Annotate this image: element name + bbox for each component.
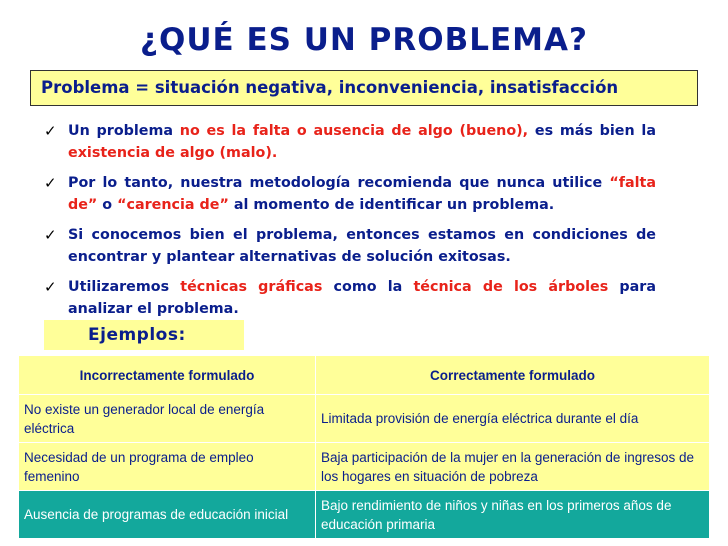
- bullet-text: Utilizaremos: [68, 279, 181, 295]
- header-correct: Correctamente formulado: [316, 356, 710, 395]
- bullet-list: [44, 120, 656, 328]
- bullet-item: [44, 224, 656, 268]
- definition-box: [30, 70, 698, 106]
- bullet-item: [44, 276, 656, 320]
- table-row: [19, 491, 710, 539]
- bullet-item: [44, 120, 656, 164]
- cell-correct: Limitada provisión de energía eléctrica durante el día: [316, 395, 710, 443]
- cell-incorrect: No existe un generador local de energía eléctrica: [19, 395, 316, 443]
- bullet-highlight: “carencia de”: [117, 197, 229, 213]
- definition-text: Problema = situación negativa, inconveniencia, insatisfacción: [41, 78, 619, 97]
- cell-incorrect: Necesidad de un programa de empleo femenino: [19, 443, 316, 491]
- cell-correct: Baja participación de la mujer en la generación de ingresos de los hogares en situación de pobreza: [316, 443, 710, 491]
- bullet-highlight: técnicas gráficas: [180, 279, 323, 295]
- page-title: ¿QUÉ ES UN PROBLEMA?: [139, 22, 588, 58]
- header-incorrect: Incorrectamente formulado: [19, 356, 316, 395]
- bullet-highlight: existencia de algo (malo).: [68, 145, 278, 161]
- checkmark-icon: ✓: [44, 226, 57, 244]
- checkmark-icon: ✓: [44, 122, 57, 140]
- cell-incorrect: Ausencia de programas de educación inicial: [19, 491, 316, 539]
- examples-table: [18, 355, 710, 539]
- bullet-text: o: [97, 197, 118, 213]
- bullet-text: Un problema: [68, 123, 180, 139]
- bullet-text: Si conocemos bien el problema, entonces estamos en condiciones de encontrar y plantear alternativas de solución exitosas.: [68, 227, 656, 265]
- bullet-text: Por lo tanto, nuestra metodología recomienda que nunca utilice: [68, 175, 610, 191]
- cell-correct: Bajo rendimiento de niños y niñas en los primeros años de educación primaria: [316, 491, 710, 539]
- table-header-row: [19, 356, 710, 395]
- table-row: [19, 395, 710, 443]
- bullet-item: [44, 172, 656, 216]
- table-row: [19, 443, 710, 491]
- bullet-highlight: “falta de”: [68, 175, 656, 213]
- bullet-text: para analizar el problema.: [68, 279, 656, 317]
- bullet-text: es más bien la: [528, 123, 656, 139]
- bullet-text: al momento de identificar un problema.: [228, 197, 555, 213]
- bullet-highlight: técnica de los árboles: [413, 279, 609, 295]
- examples-label: Ejemplos:: [88, 325, 186, 345]
- bullet-text: como la: [322, 279, 414, 295]
- bullet-highlight: no es la falta o ausencia de algo (bueno),: [179, 123, 529, 139]
- checkmark-icon: ✓: [44, 278, 57, 296]
- examples-label-box: [44, 320, 244, 350]
- checkmark-icon: ✓: [44, 174, 57, 192]
